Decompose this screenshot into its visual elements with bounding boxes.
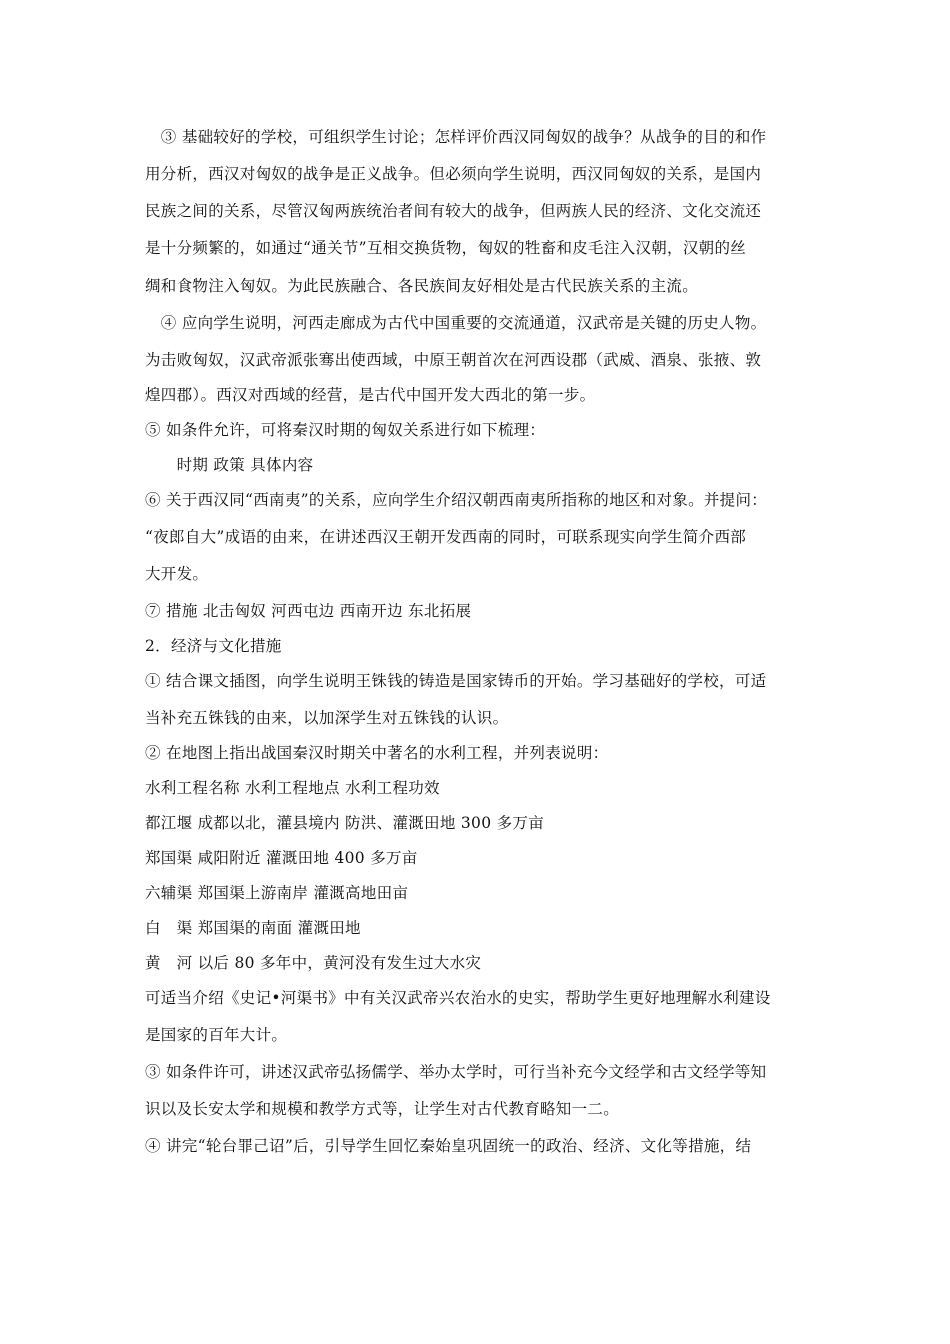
paragraph-line: 是国家的百年大计。 [145, 1026, 288, 1044]
paragraph-line: 是十分频繁的，如通过“通关节”互相交换货物，匈奴的牲畜和皮毛注入汉朝，汉朝的丝 [145, 239, 747, 257]
paragraph-line: “夜郎自大”成语的由来，在讲述西汉王朝开发西南的同时，可联系现实向学生简介西部 [145, 528, 747, 546]
table-row-line: 白 渠 郑国渠的南面 灌溉田地 [145, 919, 361, 937]
paragraph-line: ④ 讲完“轮台罪己诏”后，引导学生回忆秦始皇巩固统一的政治、经济、文化等措施，结 [145, 1137, 752, 1155]
table-row-line: 六辅渠 郑国渠上游南岸 灌溉高地田亩 [145, 884, 409, 902]
paragraph-line: ③ 基础较好的学校，可组织学生讨论；怎样评价西汉同匈奴的战争？从战争的目的和作 [145, 128, 767, 146]
table-row-line: 郑国渠 咸阳附近 灌溉田地 400 多万亩 [145, 849, 418, 867]
paragraph-line: 用分析，西汉对匈奴的战争是正义战争。但必须向学生说明，西汉同匈奴的关系，是国内 [145, 165, 762, 183]
paragraph-line: 煌四郡）。西汉对西域的经营，是古代中国开发大西北的第一步。 [145, 386, 596, 404]
paragraph-line: 识以及长安太学和规模和教学方式等，让学生对古代教育略知一二。 [145, 1100, 620, 1118]
paragraph-line: ⑥ 关于西汉同“西南夷”的关系，应向学生介绍汉朝西南夷所指称的地区和对象。并提问： [145, 491, 768, 509]
paragraph-line: 绸和食物注入匈奴。为此民族融合、各民族间友好相处是古代民族关系的主流。 [145, 277, 699, 295]
paragraph-line: ④ 应向学生说明，河西走廊成为古代中国重要的交流通道，汉武帝是关键的历史人物。 [145, 314, 767, 332]
paragraph-line: 时期 政策 具体内容 [145, 456, 314, 474]
paragraph-line: 当补充五铢钱的由来，以加深学生对五铢钱的认识。 [145, 709, 509, 727]
paragraph-line: ① 结合课文插图，向学生说明王铢钱的铸造是国家铸币的开始。学习基础好的学校，可适 [145, 672, 767, 690]
paragraph-line: 可适当介绍《史记•河渠书》中有关汉武帝兴农治水的史实，帮助学生更好地理解水利建设 [145, 989, 771, 1007]
paragraph-line: ② 在地图上指出战国秦汉时期关中著名的水利工程，并列表说明： [145, 744, 609, 762]
paragraph-line: 民族之间的关系，尽管汉匈两族统治者间有较大的战争，但两族人民的经济、文化交流还 [145, 202, 762, 220]
table-row-line: 都江堰 成都以北，灌县境内 防洪、灌溉田地 300 多万亩 [145, 814, 544, 832]
table-header-line: 水利工程名称 水利工程地点 水利工程功效 [145, 779, 440, 797]
paragraph-line: 为击败匈奴，汉武帝派张骞出使西域，中原王朝首次在河西设郡（武威、酒泉、张掖、敦 [145, 351, 762, 369]
paragraph-line: ③ 如条件许可，讲述汉武帝弘扬儒学、举办太学时，可行当补充今文经学和古文经学等知 [145, 1063, 767, 1081]
paragraph-line: ⑦ 措施 北击匈奴 河西屯边 西南开边 东北拓展 [145, 602, 472, 620]
section-heading: 2．经济与文化措施 [145, 637, 282, 655]
table-row-line: 黄 河 以后 80 多年中，黄河没有发生过大水灾 [145, 954, 482, 972]
paragraph-line: 大开发。 [145, 565, 209, 583]
paragraph-line: ⑤ 如条件允许，可将秦汉时期的匈奴关系进行如下梳理： [145, 421, 546, 439]
